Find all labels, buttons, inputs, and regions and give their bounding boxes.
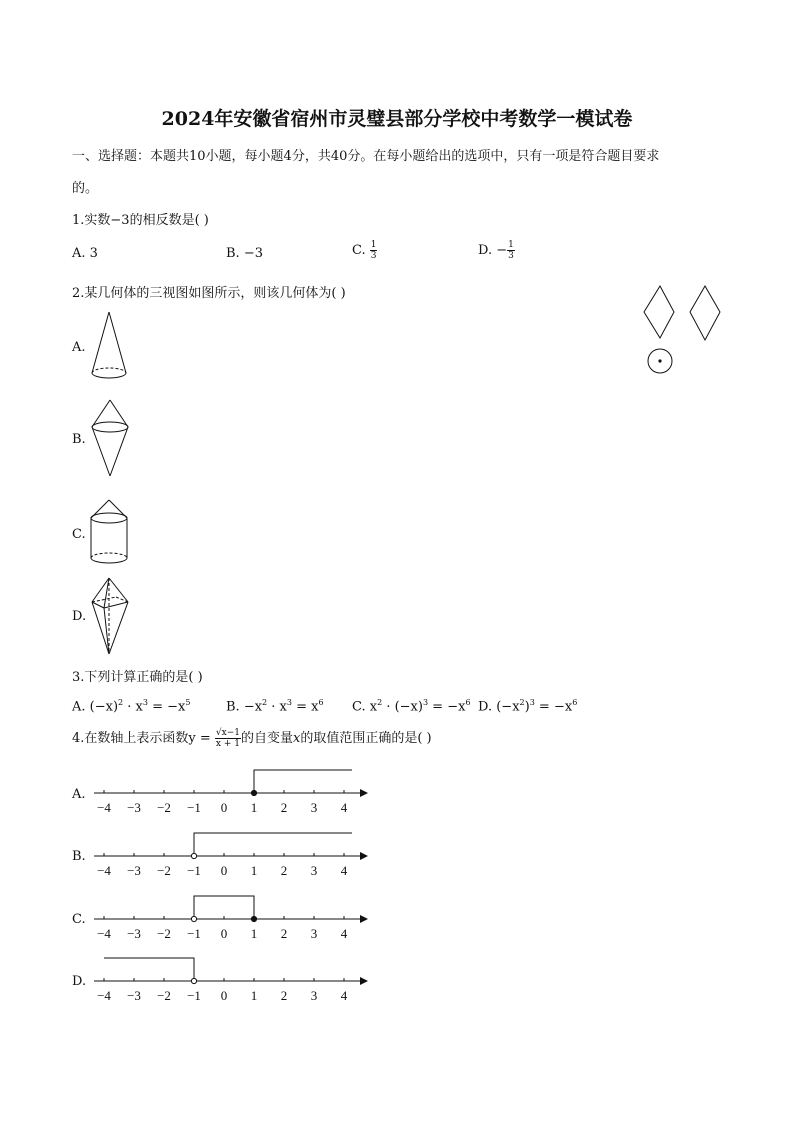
tick-label: 0	[220, 988, 228, 1003]
tick-label: −2	[157, 800, 171, 815]
open-endpoint	[191, 916, 196, 921]
tick-label: −2	[157, 863, 171, 878]
open-endpoint	[191, 853, 196, 858]
q3-option-b: B. $-x^2 \cdot x^3 = x^6$	[226, 698, 324, 715]
q1-option-c-fraction: $\frac{1}{3}$	[370, 240, 377, 261]
side-view-rhombus	[690, 286, 720, 340]
q3-option-d: D. $(-x^2)^3 = -x^6$	[478, 698, 578, 715]
tick-label: 0	[220, 926, 228, 941]
q1-stem: 1.实数−3的相反数是( )	[72, 213, 209, 228]
q2-option-d-pyramid	[88, 576, 133, 658]
section-instructions-line1: 一、选择题：本题共10小题，每小题4分，共40分。在每小题给出的选项中，只有一项是符合题目要求	[72, 149, 660, 164]
q4-option-b-number-line	[90, 823, 380, 883]
q1-option-a: A. 3	[72, 246, 98, 261]
axis-arrow	[360, 977, 368, 985]
tick-label: −4	[97, 863, 111, 878]
tick-label: 1	[250, 863, 258, 878]
front-view-rhombus	[644, 286, 674, 338]
tick-label: −3	[127, 863, 141, 878]
tick-label: 4	[340, 926, 348, 941]
q4-stem: 4.在数轴上表示函数y = $\frac{√x-1}{x + 1}$ 的自变量x的取值范围正确的是( )	[72, 728, 432, 749]
q4-option-a-label: A.	[72, 787, 86, 802]
tick-label: −4	[97, 988, 111, 1003]
tick-label: −3	[127, 988, 141, 1003]
tick-label: 3	[310, 988, 318, 1003]
closed-endpoint	[251, 916, 256, 921]
tick-label: 2	[280, 988, 288, 1003]
q2-option-d-label: D.	[72, 609, 87, 624]
q4-option-d-number-line	[90, 948, 380, 1008]
q1-option-d-fraction: $\frac{1}{3}$	[508, 240, 514, 261]
axis-arrow	[360, 852, 368, 860]
tick-label: 3	[310, 926, 318, 941]
range-bracket	[194, 896, 254, 919]
tick-label: −1	[187, 926, 201, 941]
tick-label: 4	[340, 800, 348, 815]
tick-label: −3	[127, 926, 141, 941]
tick-label: −3	[127, 800, 141, 815]
tick-label: 3	[310, 800, 318, 815]
tick-label: 4	[340, 863, 348, 878]
range-bracket	[104, 958, 194, 981]
q1-option-b: B. −3	[226, 246, 263, 261]
q1-option-d: D. − $\frac{1}{3}$	[478, 240, 514, 261]
top-view-center-dot	[658, 359, 661, 362]
q4-option-d-label: D.	[72, 974, 87, 989]
closed-endpoint	[251, 790, 256, 795]
tick-label: 1	[250, 800, 258, 815]
tick-label: 2	[280, 800, 288, 815]
q4-function-fraction: $\frac{√x-1}{x + 1}$	[215, 728, 240, 749]
tick-label: −1	[187, 800, 201, 815]
q4-option-c-number-line	[90, 886, 380, 946]
page-title: 2024年安徽省宿州市灵璧县部分学校中考数学一模试卷	[161, 108, 633, 130]
q2-option-a-label: A.	[72, 340, 86, 355]
open-endpoint	[191, 978, 196, 983]
tick-label: 0	[220, 800, 228, 815]
tick-label: 4	[340, 988, 348, 1003]
tick-label: −4	[97, 926, 111, 941]
tick-label: 3	[310, 863, 318, 878]
tick-label: 2	[280, 926, 288, 941]
tick-label: −1	[187, 988, 201, 1003]
q4-option-a-number-line	[90, 760, 380, 820]
tick-label: −2	[157, 988, 171, 1003]
axis-arrow	[360, 789, 368, 797]
range-bracket	[194, 833, 352, 856]
q3-option-a: A. $(-x)^2 \cdot x^3 = -x^5$	[72, 698, 191, 715]
q2-three-view-figure	[640, 284, 730, 379]
tick-label: 0	[220, 863, 228, 878]
q2-option-a-cone	[88, 310, 133, 382]
tick-label: 1	[250, 988, 258, 1003]
section-instructions-line2: 的。	[72, 181, 99, 196]
q3-option-c: C. $x^2 \cdot (-x)^3 = -x^6$	[352, 698, 471, 715]
tick-label: −4	[97, 800, 111, 815]
q2-option-b-label: B.	[72, 432, 86, 447]
q3-stem: 3.下列计算正确的是( )	[72, 670, 203, 685]
axis-arrow	[360, 915, 368, 923]
q2-option-b-double-cone	[88, 398, 133, 478]
tick-label: −1	[187, 863, 201, 878]
q1-option-c: C. $\frac{1}{3}$	[352, 240, 377, 261]
q4-option-c-label: C.	[72, 912, 86, 927]
range-bracket	[254, 770, 352, 793]
q2-stem: 2.某几何体的三视图如图所示，则该几何体为( )	[72, 286, 346, 301]
q2-option-c-cone-cylinder	[88, 498, 133, 568]
tick-label: 2	[280, 863, 288, 878]
q4-option-b-label: B.	[72, 849, 86, 864]
q2-option-c-label: C.	[72, 527, 86, 542]
tick-label: 1	[250, 926, 258, 941]
tick-label: −2	[157, 926, 171, 941]
